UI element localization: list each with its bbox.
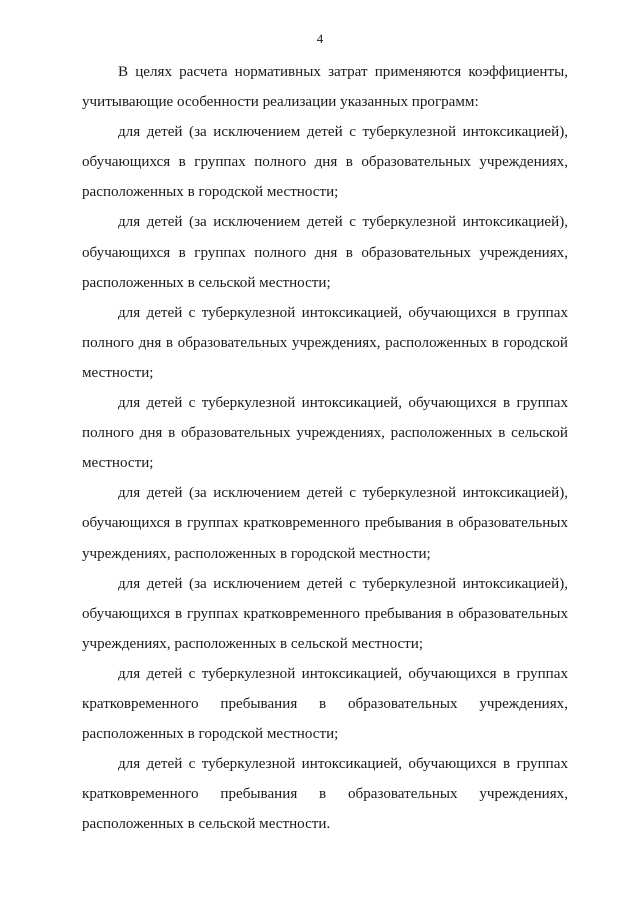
paragraph-item-1: для детей (за исключением детей с туберкулезной интоксикацией), обучающихся в группах полного дня в образовательных учреждениях, расположенных в городской местности; (82, 124, 568, 201)
paragraph-item-3: для детей с туберкулезной интоксикацией, обучающихся в группах полного дня в образовательных учреждениях, расположенных в городской местности; (82, 304, 568, 381)
paragraph-item-4: для детей с туберкулезной интоксикацией, обучающихся в группах полного дня в образовательных учреждениях, расположенных в сельской местности; (82, 395, 568, 472)
paragraph-item-7: для детей с туберкулезной интоксикацией, обучающихся в группах кратковременного пребывания в образовательных учреждениях, расположенных в городской местности; (82, 665, 568, 743)
document-body (82, 57, 568, 839)
paragraph-item-2: для детей (за исключением детей с туберкулезной интоксикацией), обучающихся в группах полного дня в образовательных учреждениях, расположенных в сельской местности; (82, 214, 568, 291)
paragraph-item-8: для детей с туберкулезной интоксикацией, обучающихся в группах кратковременного пребывания в образовательных учреждениях, расположенных в сельской местности. (82, 756, 568, 833)
page-number: 4 (316, 31, 324, 46)
paragraph-item-5: для детей (за исключением детей с туберкулезной интоксикацией), обучающихся в группах кратковременного пребывания в образовательных учреждениях, расположенных в городской местности; (82, 485, 568, 562)
paragraph-intro: В целях расчета нормативных затрат применяются коэффициенты, учитывающие особенности реализации указанных программ: (82, 64, 568, 111)
paragraph-item-6: для детей (за исключением детей с туберкулезной интоксикацией), обучающихся в группах кратковременного пребывания в образовательных учреждениях, расположенных в сельской местности; (82, 575, 568, 652)
